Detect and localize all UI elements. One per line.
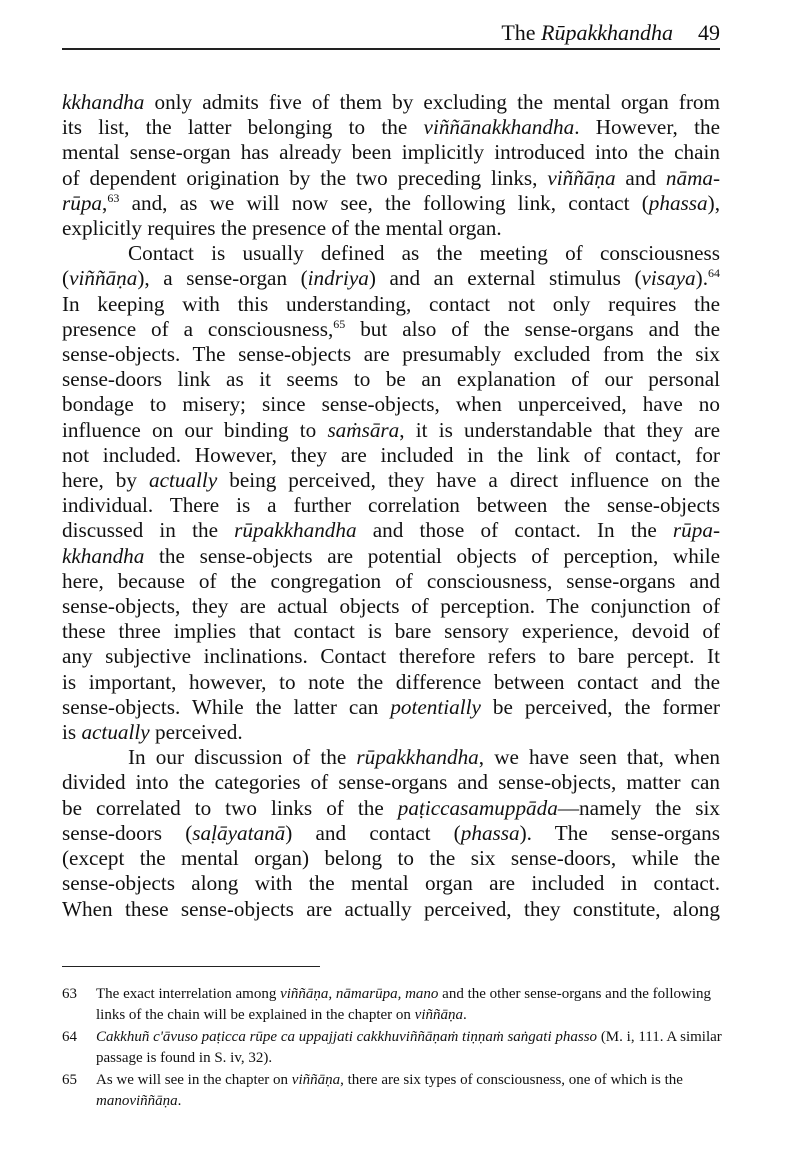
footnote-text: The exact interrelation among viññāṇa, nāmarūpa, mano and the other sense-organs and the following links of the chain will be explained in the chapter on viññāṇa. bbox=[96, 986, 711, 1023]
body-line: (except the mental organ) belong to the six sense-doors, while the bbox=[62, 846, 720, 871]
body-line: here, by actually being perceived, they have a direct influence on the bbox=[62, 468, 720, 493]
running-header bbox=[62, 18, 720, 50]
footnote-63 bbox=[62, 984, 722, 1026]
footnote-64 bbox=[62, 1027, 722, 1069]
body-line: sense-objects. While the latter can potentially be perceived, the former bbox=[62, 694, 720, 719]
body-line: sense-objects. The sense-objects are presumably excluded from the six bbox=[62, 342, 720, 367]
footnote-number: 65 bbox=[62, 1072, 77, 1088]
body-line: is important, however, to note the difference between contact and the bbox=[62, 669, 720, 694]
running-header-text bbox=[501, 20, 720, 46]
body-line: Contact is usually defined as the meeting of consciousness bbox=[128, 241, 720, 266]
body-line: explicitly requires the presence of the mental organ. bbox=[62, 216, 502, 241]
body-line: divided into the categories of sense-organs and sense-objects, matter can bbox=[62, 770, 720, 795]
body-line: mental sense-organ has already been implicitly introduced into the chain bbox=[62, 140, 720, 165]
footnote-divider bbox=[62, 966, 320, 967]
body-line: individual. There is a further correlation between the sense-objects bbox=[62, 493, 720, 518]
body-text bbox=[62, 90, 720, 922]
body-line: here, because of the congregation of consciousness, sense-organs and bbox=[62, 568, 720, 593]
footnote-number: 64 bbox=[62, 1029, 77, 1045]
body-line: discussed in the rūpakkhandha and those of contact. In the rūpa- bbox=[62, 518, 721, 543]
body-line: (viññāṇa), a sense-organ (indriya) and an external stimulus (visaya).$^{64}$ bbox=[62, 266, 720, 291]
body-line: In keeping with this understanding, contact not only requires the bbox=[62, 291, 720, 316]
body-line: is actually perceived. bbox=[62, 720, 243, 745]
body-line: these three implies that contact is bare sensory experience, devoid of bbox=[62, 619, 720, 644]
footnote-65 bbox=[62, 1070, 722, 1112]
body-line: presence of a consciousness,$^{65}$ but also of the sense-organs and the bbox=[62, 316, 720, 341]
footnotes bbox=[62, 984, 722, 1113]
footnote-text: As we will see in the chapter on viññāṇa, there are six types of consciousness, one of which is the manoviññāṇa. bbox=[96, 1072, 683, 1109]
body-line: rūpa,$^{63}$ and, as we will now see, the following link, contact (phassa), bbox=[62, 190, 720, 215]
body-line: its list, the latter belonging to the viññānakkhandha. However, the bbox=[62, 115, 720, 140]
page-number: 49 bbox=[698, 20, 720, 45]
body-line: sense-objects, they are actual objects of perception. The conjunction of bbox=[62, 594, 720, 619]
body-line: When these sense-objects are actually perceived, they constitute, along bbox=[62, 896, 720, 921]
body-line: bondage to misery; since sense-objects, when unperceived, have no bbox=[62, 392, 720, 417]
body-line: of dependent origination by the two preceding links, viññāṇa and nāma- bbox=[62, 165, 721, 190]
body-line: sense-doors (saḷāyatanā) and contact (phassa). The sense-organs bbox=[62, 820, 720, 845]
body-line: influence on our binding to saṁsāra, it is understandable that they are bbox=[62, 417, 720, 442]
body-line: be correlated to two links of the paṭiccasamuppāda—namely the six bbox=[62, 795, 721, 820]
footnote-number: 63 bbox=[62, 986, 77, 1002]
body-line: sense-doors link as it seems to be an explanation of our personal bbox=[62, 367, 720, 392]
body-line: kkhandha only admits five of them by excluding the mental organ from bbox=[62, 90, 720, 114]
footnote-text: Cakkhuñ c'āvuso paṭicca rūpe ca uppajjati cakkhuviññāṇaṁ tiṇṇaṁ saṅgati phasso (M. i, 111. A similar passage is found in S. iv, 32). bbox=[96, 1029, 722, 1066]
body-line: kkhandha the sense-objects are potential objects of perception, while bbox=[62, 543, 720, 568]
header-title-plain: The bbox=[501, 20, 536, 45]
body-line: not included. However, they are included in the link of contact, for bbox=[62, 442, 720, 467]
header-title-italic: Rūpakkhandha bbox=[541, 20, 673, 45]
body-line: sense-objects along with the mental organ are included in contact. bbox=[62, 871, 720, 896]
body-line: any subjective inclinations. Contact therefore refers to bare percept. It bbox=[62, 644, 720, 669]
body-line: In our discussion of the rūpakkhandha, we have seen that, when bbox=[128, 745, 721, 770]
